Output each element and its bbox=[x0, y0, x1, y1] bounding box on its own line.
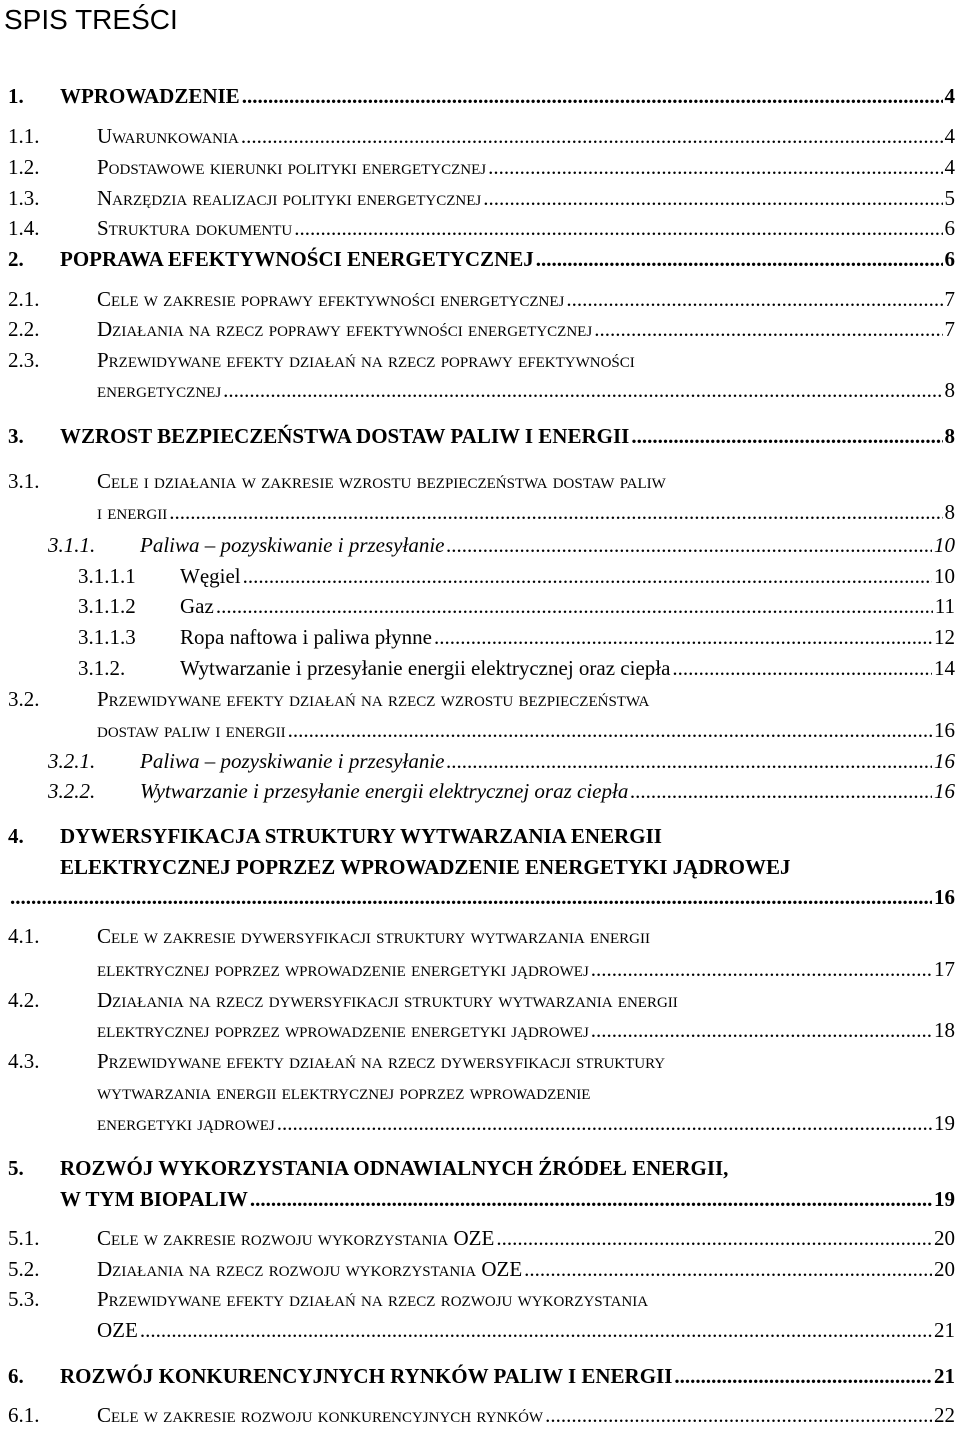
toc-page-number: 22 bbox=[934, 1403, 955, 1427]
toc-entry[interactable] bbox=[0, 623, 960, 655]
toc-entry-title: Cele i działania w zakresie wzrostu bezpieczeństwa dostaw paliw bbox=[97, 469, 666, 493]
toc-page-number: 20 bbox=[934, 1226, 955, 1250]
toc-entry[interactable] bbox=[0, 592, 960, 624]
toc-entry-number: 3.1.1.1 bbox=[78, 564, 136, 588]
toc-entry[interactable] bbox=[0, 685, 960, 717]
toc-entry-title: dostaw paliw i energii bbox=[97, 718, 286, 742]
toc-page-number: 7 bbox=[944, 287, 955, 311]
toc-page-number: 19 bbox=[934, 1187, 955, 1211]
toc-entry-title: Wytwarzanie i przesyłanie energii elektrycznej oraz ciepła bbox=[140, 779, 629, 803]
toc-entry[interactable] bbox=[0, 214, 960, 246]
toc-entry-title: Struktura dokumentu bbox=[97, 216, 293, 240]
toc-page-number: 17 bbox=[934, 957, 955, 981]
dot-leader bbox=[277, 1109, 932, 1137]
toc-entry-title: energetyki jądrowej bbox=[97, 1111, 275, 1135]
toc-entry-title: WPROWADZENIE bbox=[60, 84, 240, 108]
toc-page-number: 12 bbox=[934, 625, 955, 649]
toc-page-number: 21 bbox=[934, 1318, 955, 1342]
toc-entry[interactable] bbox=[0, 1255, 960, 1287]
toc-page-number: 20 bbox=[934, 1257, 955, 1281]
dot-leader bbox=[446, 747, 932, 775]
toc-page-number: 14 bbox=[934, 656, 955, 680]
toc-entry[interactable] bbox=[0, 498, 960, 530]
toc-entry-number: 2.3. bbox=[8, 348, 40, 372]
toc-entry-number: 1.2. bbox=[8, 155, 40, 179]
toc-entry[interactable] bbox=[0, 422, 960, 454]
toc-entry-title: wytwarzania energii elektrycznej poprzez wprowadzenie bbox=[97, 1080, 591, 1104]
toc-entry-number: 2. bbox=[8, 247, 24, 271]
toc-entry[interactable] bbox=[0, 346, 960, 378]
toc-page-number: 6 bbox=[944, 216, 955, 240]
toc-page-number: 8 bbox=[944, 500, 955, 524]
toc-entry-number: 3.1.1. bbox=[48, 533, 96, 557]
toc-entry-number: 4. bbox=[8, 824, 24, 848]
toc-entry[interactable] bbox=[0, 184, 960, 216]
toc-entry[interactable] bbox=[0, 1078, 960, 1110]
toc-page-number: 19 bbox=[934, 1111, 955, 1135]
toc-entry[interactable] bbox=[0, 1109, 960, 1141]
toc-entry[interactable] bbox=[0, 245, 960, 277]
toc-entry[interactable] bbox=[0, 122, 960, 154]
toc-page-number: 16 bbox=[934, 885, 955, 909]
toc-entry-number: 3.2. bbox=[8, 687, 40, 711]
toc-entry-title: DYWERSYFIKACJA STRUKTURY WYTWARZANIA ENERGII bbox=[60, 824, 662, 848]
toc-entry[interactable] bbox=[0, 1047, 960, 1079]
toc-page-number: 21 bbox=[934, 1364, 955, 1388]
toc-entry[interactable] bbox=[0, 1362, 960, 1394]
toc-entry-number: 1. bbox=[8, 84, 24, 108]
dot-leader bbox=[140, 1316, 932, 1344]
toc-entry-title: Uwarunkowania bbox=[97, 124, 239, 148]
toc-entry-title: WZROST BEZPIECZEŃSTWA DOSTAW PALIW I ENERGII bbox=[60, 424, 630, 448]
dot-leader bbox=[545, 1401, 932, 1429]
toc-entry[interactable] bbox=[0, 883, 960, 915]
toc-page-number: 6 bbox=[944, 247, 955, 271]
toc-entry-title: ROZWÓJ KONKURENCYJNYCH RYNKÓW PALIW I ENERGII bbox=[60, 1364, 673, 1388]
toc-entry-title: Wytwarzanie i przesyłanie energii elektrycznej oraz ciepła bbox=[180, 656, 671, 680]
toc-entry-number: 3.2.1. bbox=[48, 749, 96, 773]
toc-entry-number: 3.1.2. bbox=[78, 656, 126, 680]
toc-entry-title: Przewidywane efekty działań na rzecz poprawy efektywności bbox=[97, 348, 635, 372]
dot-leader bbox=[242, 82, 943, 110]
toc-entry[interactable] bbox=[0, 1224, 960, 1256]
toc-entry-number: 5.2. bbox=[8, 1257, 40, 1281]
toc-entry-number: 3.1. bbox=[8, 469, 40, 493]
dot-leader bbox=[446, 531, 932, 559]
toc-entry[interactable] bbox=[0, 467, 960, 499]
page-title: SPIS TREŚCI bbox=[4, 4, 178, 35]
toc-entry[interactable] bbox=[0, 654, 960, 686]
toc-entry[interactable] bbox=[0, 747, 960, 779]
toc-entry-number: 1.4. bbox=[8, 216, 40, 240]
dot-leader bbox=[250, 1185, 932, 1213]
toc-entry-number: 1.1. bbox=[8, 124, 40, 148]
toc-entry-title: ELEKTRYCZNEJ POPRZEZ WPROWADZENIE ENERGETYKI JĄDROWEJ bbox=[60, 855, 791, 879]
toc-entry[interactable] bbox=[0, 853, 960, 885]
toc-entry-title: Paliwa – pozyskiwanie i przesyłanie bbox=[140, 533, 445, 557]
toc-entry-title: elektrycznej poprzez wprowadzenie energetyki jądrowej bbox=[97, 957, 589, 981]
dot-leader bbox=[169, 498, 942, 526]
toc-page-number: 5 bbox=[944, 186, 955, 210]
toc-entry-title: energetycznej bbox=[97, 378, 222, 402]
dot-leader bbox=[488, 153, 942, 181]
toc-entry-number: 5.3. bbox=[8, 1287, 40, 1311]
dot-leader bbox=[10, 883, 932, 911]
toc-page-number: 16 bbox=[934, 718, 955, 742]
toc-entry-title: Działania na rzecz poprawy efektywności energetycznej bbox=[97, 317, 593, 341]
toc-page-number: 8 bbox=[944, 378, 955, 402]
toc-entry-title: i energii bbox=[97, 500, 168, 524]
toc-entry-number: 3. bbox=[8, 424, 24, 448]
toc-entry-title: Działania na rzecz rozwoju wykorzystania OZE bbox=[97, 1257, 523, 1281]
toc-entry-title: Przewidywane efekty działań na rzecz dywersyfikacji struktury bbox=[97, 1049, 666, 1073]
toc-entry-title: Działania na rzecz dywersyfikacji struktury wytwarzania energii bbox=[97, 988, 678, 1012]
toc-page-number: 16 bbox=[934, 749, 955, 773]
dot-leader bbox=[496, 1224, 932, 1252]
toc-entry-title: Przewidywane efekty działań na rzecz wzrostu bezpieczeństwa bbox=[97, 687, 650, 711]
toc-entry-title: Cele w zakresie poprawy efektywności energetycznej bbox=[97, 287, 565, 311]
toc-entry[interactable] bbox=[0, 922, 960, 954]
toc-entry-title: POPRAWA EFEKTYWNOŚCI ENERGETYCZNEJ bbox=[60, 247, 534, 271]
toc-entry-title: Cele w zakresie dywersyfikacji struktury wytwarzania energii bbox=[97, 924, 650, 948]
toc-entry-title: Węgiel bbox=[180, 564, 241, 588]
dot-leader bbox=[536, 245, 943, 273]
toc-entry[interactable] bbox=[0, 376, 960, 408]
toc-page-number: 8 bbox=[944, 424, 955, 448]
toc-entry-number: 2.1. bbox=[8, 287, 40, 311]
toc-page-number: 4 bbox=[944, 155, 955, 179]
toc-entry-number: 4.2. bbox=[8, 988, 40, 1012]
dot-leader bbox=[294, 214, 942, 242]
dot-leader bbox=[591, 1016, 932, 1044]
toc-entry-title: Gaz bbox=[180, 594, 214, 618]
toc-entry-number: 4.3. bbox=[8, 1049, 40, 1073]
dot-leader bbox=[672, 654, 932, 682]
toc-page-number: 4 bbox=[944, 124, 955, 148]
toc-entry-title: Cele w zakresie rozwoju wykorzystania OZE bbox=[97, 1226, 495, 1250]
toc-entry-number: 3.2.2. bbox=[48, 779, 96, 803]
toc-page-number: 11 bbox=[934, 594, 955, 618]
toc-entry[interactable] bbox=[0, 1316, 960, 1348]
toc-entry[interactable] bbox=[0, 1401, 960, 1433]
dot-leader bbox=[566, 285, 942, 313]
dot-leader bbox=[243, 562, 932, 590]
dot-leader bbox=[594, 315, 942, 343]
dot-leader bbox=[483, 184, 942, 212]
toc-entry-title: Paliwa – pozyskiwanie i przesyłanie bbox=[140, 749, 445, 773]
toc-entry-number: 6. bbox=[8, 1364, 24, 1388]
toc-entry-title: elektrycznej poprzez wprowadzenie energetyki jądrowej bbox=[97, 1018, 589, 1042]
toc-entry-title: OZE bbox=[97, 1318, 138, 1342]
toc-entry-number: 5. bbox=[8, 1156, 24, 1180]
toc-entry[interactable] bbox=[0, 1185, 960, 1217]
toc-entry[interactable] bbox=[0, 531, 960, 563]
toc-entry[interactable] bbox=[0, 1016, 960, 1048]
toc-entry-title: Cele w zakresie rozwoju konkurencyjnych rynków bbox=[97, 1403, 544, 1427]
toc-page-number: 16 bbox=[934, 779, 955, 803]
dot-leader bbox=[630, 777, 932, 805]
dot-leader bbox=[631, 422, 942, 450]
toc-entry-title: W TYM BIOPALIW bbox=[60, 1187, 248, 1211]
dot-leader bbox=[288, 716, 932, 744]
dot-leader bbox=[674, 1362, 932, 1390]
toc-entry-title: Ropa naftowa i paliwa płynne bbox=[180, 625, 432, 649]
toc-entry[interactable] bbox=[0, 1154, 960, 1186]
toc-page-number: 4 bbox=[944, 84, 955, 108]
toc-entry[interactable] bbox=[0, 777, 960, 809]
toc-entry[interactable] bbox=[0, 562, 960, 594]
toc-entry-number: 4.1. bbox=[8, 924, 40, 948]
toc-entry[interactable] bbox=[0, 955, 960, 987]
toc-entry-number: 5.1. bbox=[8, 1226, 40, 1250]
toc-entry-number: 1.3. bbox=[8, 186, 40, 210]
toc-entry[interactable] bbox=[0, 1285, 960, 1317]
toc-entry[interactable] bbox=[0, 285, 960, 317]
toc-entry-title: Podstawowe kierunki polityki energetycznej bbox=[97, 155, 487, 179]
toc-entry-title: ROZWÓJ WYKORZYSTANIA ODNAWIALNYCH ŹRÓDEŁ ENERGII, bbox=[60, 1156, 729, 1180]
dot-leader bbox=[223, 376, 942, 404]
toc-entry-number: 6.1. bbox=[8, 1403, 40, 1427]
toc-entry-number: 3.1.1.2 bbox=[78, 594, 136, 618]
toc-entry-title: Przewidywane efekty działań na rzecz rozwoju wykorzystania bbox=[97, 1287, 649, 1311]
toc-entry[interactable] bbox=[0, 986, 960, 1018]
toc-entry[interactable] bbox=[0, 822, 960, 854]
toc-entry[interactable] bbox=[0, 716, 960, 748]
dot-leader bbox=[524, 1255, 932, 1283]
toc-page-number: 18 bbox=[934, 1018, 955, 1042]
toc-page-number: 10 bbox=[934, 533, 955, 557]
dot-leader bbox=[241, 122, 943, 150]
toc-page-number: 10 bbox=[934, 564, 955, 588]
toc-page-number: 7 bbox=[944, 317, 955, 341]
toc-entry[interactable] bbox=[0, 82, 960, 114]
toc-entry[interactable] bbox=[0, 153, 960, 185]
dot-leader bbox=[216, 592, 933, 620]
dot-leader bbox=[434, 623, 932, 651]
toc-entry-title: Narzędzia realizacji polityki energetycznej bbox=[97, 186, 482, 210]
toc-entry-number: 3.1.1.3 bbox=[78, 625, 136, 649]
toc-entry-number: 2.2. bbox=[8, 317, 40, 341]
dot-leader bbox=[591, 955, 932, 983]
toc-entry[interactable] bbox=[0, 315, 960, 347]
